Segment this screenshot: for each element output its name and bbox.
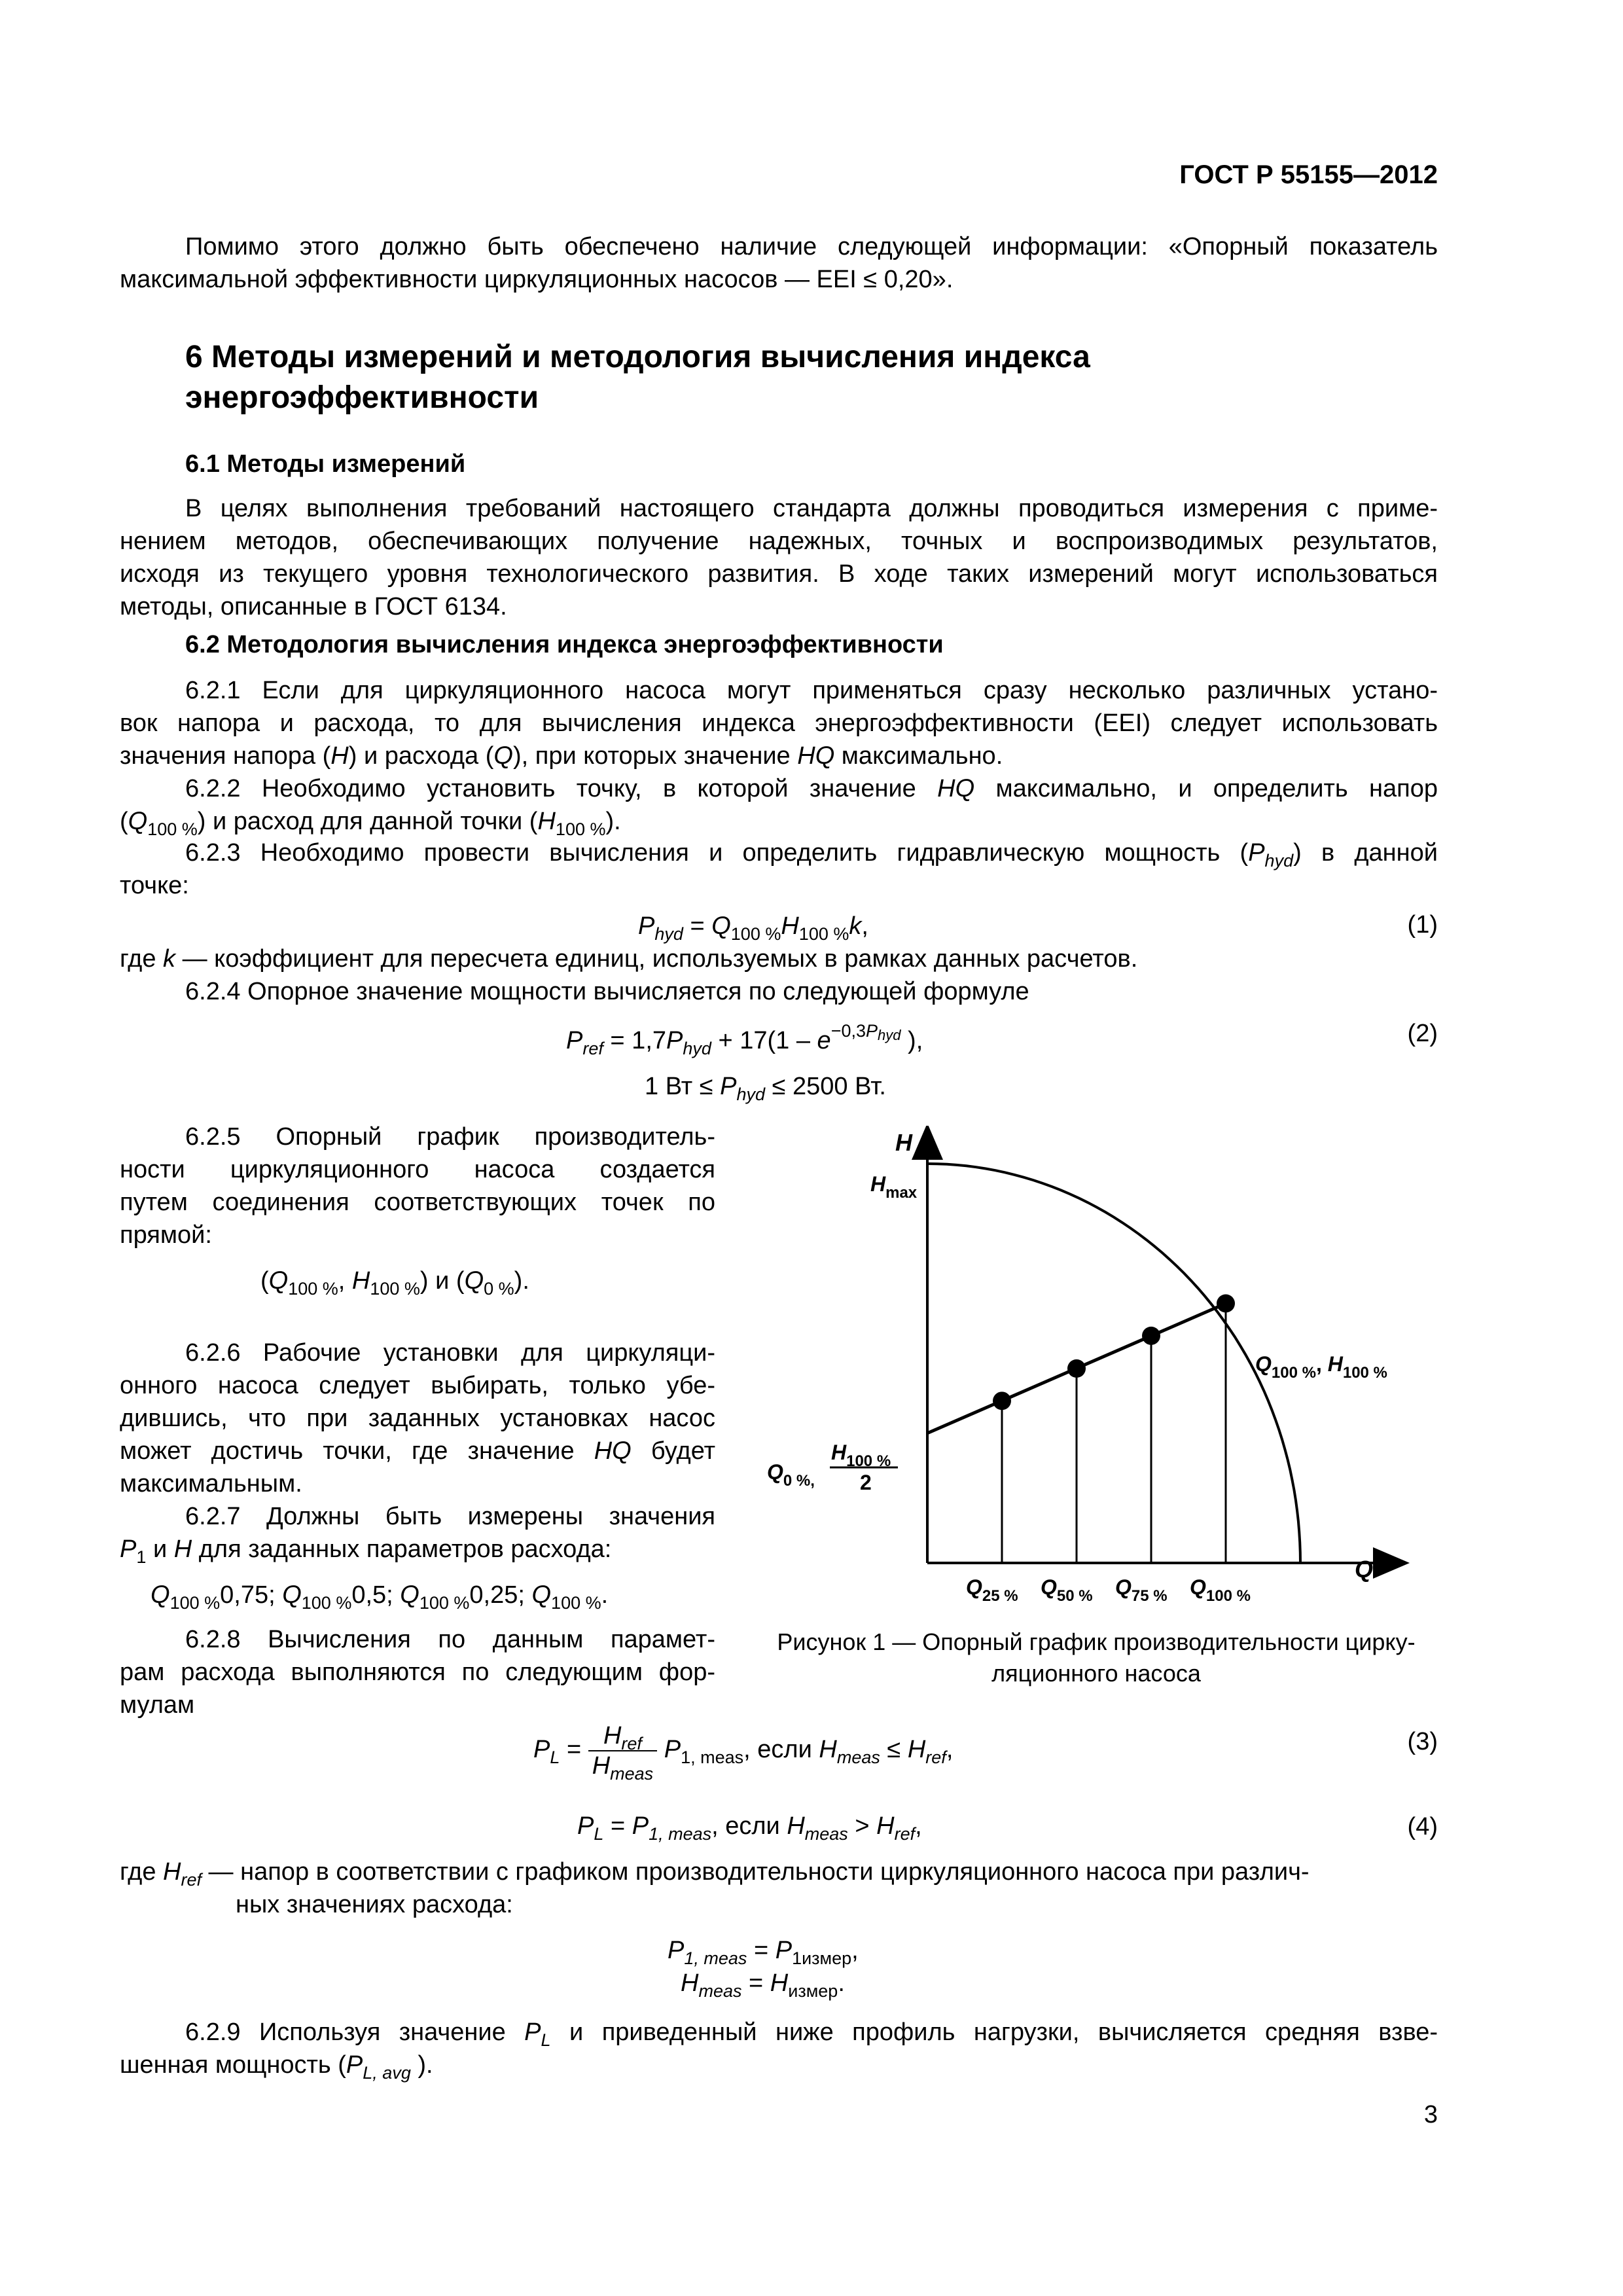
page-number: 3 bbox=[1423, 2101, 1438, 2128]
p626-line-2: онного насоса следует выбирать, только убе- bbox=[120, 1372, 715, 1399]
p628-line-1: 6.2.8 Вычисления по данным парамет- bbox=[185, 1626, 715, 1653]
vertical-lines bbox=[1002, 1304, 1226, 1564]
where-href-line-2: ных значениях расхода: bbox=[236, 1891, 513, 1918]
performance-chart bbox=[746, 1126, 1453, 1610]
def-p1-meas: $P_{1, meas} = P_{1измер}$, bbox=[668, 1937, 859, 1968]
def-h-meas: $H_{meas} = H_{измер}$. bbox=[681, 1969, 845, 2001]
frac-denominator: 2 bbox=[860, 1471, 872, 1494]
x-tick-label-4: $Q_{100 \%}$ bbox=[1190, 1575, 1251, 1605]
p622-line-1: 6.2.2 Необходимо установить точку, в которой значение HQ максимально, и определить напор bbox=[185, 775, 1438, 802]
equation-1: $P_{hyd} = Q_{100 \%}H_{100 \%}k$, bbox=[638, 912, 868, 944]
p625-line-4: прямой: bbox=[120, 1221, 212, 1249]
section-6-heading: 6 Методы измерений и методология вычисления индекса энергоэффективности bbox=[185, 340, 1090, 415]
p621-line-2: вок напора и расхода, то для вычисления индекса энергоэффективности (EEI) следует использовать bbox=[120, 709, 1438, 737]
equation-3-number: (3) bbox=[1407, 1728, 1438, 1755]
equation-4-number: (4) bbox=[1407, 1813, 1438, 1840]
p629-line-1: 6.2.9 Используя значение $P_L$ и приведенный ниже профиль нагрузки, вычисляется средняя взве- bbox=[185, 2018, 1438, 2050]
s61-line-3: исходя из текущего уровня технологического развития. В ходе таких измерений могут использоваться bbox=[120, 560, 1438, 588]
marker-2 bbox=[1067, 1359, 1086, 1378]
p629-line-2: шенная мощность ($P_{L, avg}$ ). bbox=[120, 2051, 433, 2083]
where-href-line-1: где $H_{ref}$ — напор в соответствии с графиком производительности циркуляционного насоса при различ- bbox=[120, 1858, 1310, 1890]
s61-line-2: нением методов, обеспечивающих получение надежных, точных и воспроизводимых результатов, bbox=[120, 528, 1438, 555]
p624-line: 6.2.4 Опорное значение мощности вычисляется по следующей формуле bbox=[185, 978, 1029, 1005]
x-tick-label-3: $Q_{75 \%}$ bbox=[1115, 1575, 1168, 1605]
p623-line-2: точке: bbox=[120, 872, 189, 899]
p623-line-1: 6.2.3 Необходимо провести вычисления и определить гидравлическую мощность $(P_{hyd})$ в данной bbox=[185, 839, 1438, 870]
equation-2-range: 1 Вт ≤ $P_{hyd} \le 2500$ Вт. bbox=[645, 1073, 886, 1104]
equation-1-number: (1) bbox=[1407, 911, 1438, 939]
x-tick-label-2: $Q_{50 \%}$ bbox=[1041, 1575, 1093, 1605]
marker-3 bbox=[1142, 1327, 1160, 1345]
s61-line-1: В целях выполнения требований настоящего стандарта должны проводиться измерения с приме- bbox=[185, 495, 1438, 522]
x-tick-labels bbox=[966, 1575, 1251, 1605]
p626-line-5: максимальным. bbox=[120, 1470, 302, 1498]
p627-line-1: 6.2.7 Должны быть измерены значения bbox=[185, 1503, 715, 1530]
equation-4: $P_L = P_{1, meas}$, если $H_{meas} > H_{ref}$, bbox=[577, 1812, 922, 1844]
marker-4 bbox=[1217, 1295, 1235, 1313]
intro-line-2: максимальной эффективности циркуляционных насосов — EEI ≤ 0,20». bbox=[120, 266, 954, 293]
p621-line-1: 6.2.1 Если для циркуляционного насоса могут применяться сразу несколько различных устано- bbox=[185, 677, 1438, 704]
equation-2: $P_{ref} = 1,7P_{hyd} + 17(1 - e^{-0,3P_{hyd}}$ ), bbox=[566, 1021, 923, 1058]
point-label: $Q_{100 \%}$, $H_{100 \%}$ bbox=[1255, 1352, 1387, 1382]
p621-line-3: значения напора (H) и расхода (Q), при которых значение HQ максимально. bbox=[120, 742, 1003, 770]
subsection-6-2-heading: 6.2 Методология вычисления индекса энергоэффективности bbox=[185, 631, 944, 658]
p626-line-3: дившись, что при заданных установках насос bbox=[120, 1405, 715, 1432]
p625-formula: ($Q_{100 \%}$, $H_{100 \%}$) и $(Q_{0 \%})$. bbox=[260, 1267, 529, 1299]
equation-2-number: (2) bbox=[1407, 1020, 1438, 1047]
q0-label: $Q_{0 \%,}$ bbox=[767, 1460, 815, 1490]
p625-line-1: 6.2.5 Опорный график производитель- bbox=[185, 1123, 715, 1151]
p627-values: $Q_{100 \%}0,75$; $Q_{100 \%}0,5$; $Q_{100 \%}0,25$; $Q_{100 \%}$. bbox=[151, 1581, 609, 1613]
s61-line-4: методы, описанные в ГОСТ 6134. bbox=[120, 593, 507, 620]
p625-line-2: ности циркуляционного насоса создается bbox=[120, 1156, 715, 1183]
intro-line-1: Помимо этого должно быть обеспечено наличие следующей информации: «Опорный показатель bbox=[185, 233, 1438, 260]
performance-curve bbox=[927, 1164, 1300, 1563]
p628-line-3: мулам bbox=[120, 1691, 195, 1719]
p625-line-3: путем соединения соответствующих точек по bbox=[120, 1189, 715, 1216]
subsection-6-1-heading: 6.1 Методы измерений bbox=[185, 450, 466, 478]
p628-line-2: рам расхода выполняются по следующим фор- bbox=[120, 1659, 715, 1686]
where-k-line: где k — коэффициент для пересчета единиц, используемых в рамках данных расчетов. bbox=[120, 945, 1138, 973]
marker-1 bbox=[993, 1391, 1011, 1410]
document-number: ГОСТ Р 55155—2012 bbox=[1179, 160, 1438, 189]
x-tick-label-1: $Q_{25 \%}$ bbox=[966, 1575, 1018, 1605]
x-axis-label: Q bbox=[1355, 1556, 1374, 1583]
equation-3: $P_L$ = $\frac{H_{ref}}{H_{meas}}$ $P_{1, meas}$, если $H_{meas} \le H_{ref}$, bbox=[533, 1722, 954, 1784]
p622-line-2: $(Q_{100 \%})$ и расход для данной точки $(H_{100 \%})$. bbox=[120, 808, 621, 839]
figure-caption: Рисунок 1 — Опорный график производительности цирку- ляционного насоса bbox=[777, 1628, 1416, 1687]
p626-line-4: может достичь точки, где значение HQ будет bbox=[120, 1437, 715, 1465]
frac-numerator: $H_{100 \%}$ bbox=[831, 1441, 891, 1470]
y-axis-label: H bbox=[895, 1129, 912, 1156]
p627-line-2: $P_1$ и H для заданных параметров расхода: bbox=[120, 1535, 612, 1567]
p626-line-1: 6.2.6 Рабочие установки для циркуляци- bbox=[185, 1339, 715, 1367]
hmax-label: $H_{max}$ bbox=[870, 1172, 918, 1202]
